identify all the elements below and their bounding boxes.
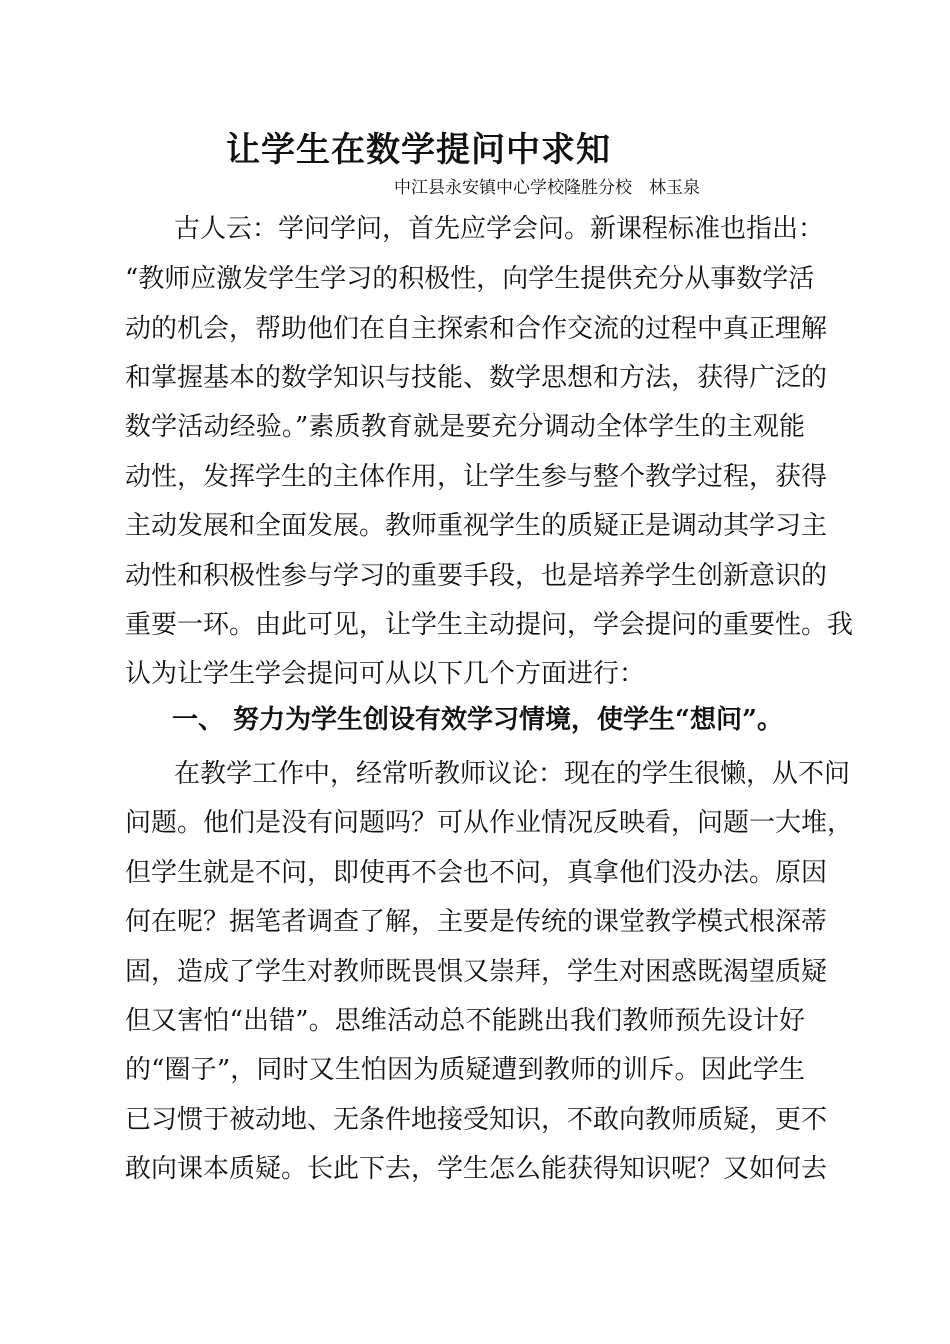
paragraph-2-line: 问题。他们是没有问题吗？可从作业情况反映看，问题一大堆， <box>125 808 854 838</box>
paragraph-2-line: 固，造成了学生对教师既畏惧又崇拜，学生对困惑既渴望质疑 <box>125 957 828 987</box>
paragraph-1-line: 动性，发挥学生的主体作用，让学生参与整个教学过程，获得 <box>125 462 828 492</box>
paragraph-2-line: 但又害怕“出错”。思维活动总不能跳出我们教师预先设计好 <box>125 1006 805 1036</box>
section-heading-1: 一、 努力为学生创设有效学习情境，使学生“想问”。 <box>172 705 783 735</box>
author-byline: 中江县永安镇中心学校隆胜分校 林玉泉 <box>394 178 700 198</box>
paragraph-1-line: “教师应激发学生学习的积极性，向学生提供充分从事数学活 <box>125 264 815 294</box>
paragraph-1-line: 和掌握基本的数学知识与技能、数学思想和方法，获得广泛的 <box>125 363 828 393</box>
paragraph-1-line: 动的机会，帮助他们在自主探索和合作交流的过程中真正理解 <box>125 314 828 344</box>
paragraph-1-line: 动性和积极性参与学习的重要手段，也是培养学生创新意识的 <box>125 561 828 591</box>
paragraph-2-line: 在教学工作中，经常听教师议论：现在的学生很懒，从不问 <box>174 759 851 789</box>
paragraph-1-line: 古人云：学问学问，首先应学会问。新课程标准也指出： <box>174 214 825 244</box>
paragraph-1-line: 认为让学生学会提问可从以下几个方面进行： <box>125 659 646 689</box>
paragraph-1-line: 主动发展和全面发展。教师重视学生的质疑正是调动其学习主 <box>125 511 828 541</box>
paragraph-2-line: 的“圈子”，同时又生怕因为质疑遭到教师的训斥。因此学生 <box>125 1055 805 1085</box>
document-title: 让学生在数学提问中求知 <box>226 130 611 170</box>
paragraph-2-line: 敢向课本质疑。长此下去，学生怎么能获得知识呢？又如何去 <box>125 1154 828 1184</box>
paragraph-2-line: 但学生就是不问，即使再不会也不问，真拿他们没办法。原因 <box>125 858 828 888</box>
paragraph-2-line: 已习惯于被动地、无条件地接受知识，不敢向教师质疑，更不 <box>125 1105 828 1135</box>
paragraph-1-line: 重要一环。由此可见，让学生主动提问，学会提问的重要性。我 <box>125 610 854 640</box>
paragraph-1-line: 数学活动经验。”素质教育就是要充分调动全体学生的主观能 <box>125 412 805 442</box>
paragraph-2-line: 何在呢？据笔者调查了解，主要是传统的课堂教学模式根深蒂 <box>125 907 828 937</box>
